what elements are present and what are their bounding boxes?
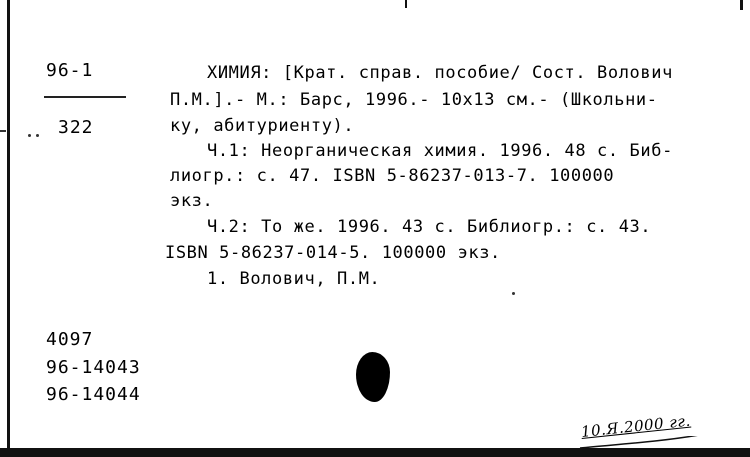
handwritten-date: 10.Я.2000 гг. (580, 411, 692, 441)
call-number-author-mark: 322 (58, 117, 94, 138)
ink-speck (36, 134, 39, 137)
entry-line: ISBN 5-86237-014-5. 100000 экз. (165, 243, 501, 263)
entry-line: лиогр.: с. 47. ISBN 5-86237-013-7. 100000 (170, 166, 615, 186)
card-left-border (7, 0, 10, 457)
card-top-right-mark (740, 0, 743, 10)
call-number-class: 96-1 (46, 60, 94, 81)
ink-speck (512, 292, 515, 295)
call-number-divider (44, 96, 126, 98)
subject-entry: 1. Волович, П.М. (207, 269, 381, 289)
ink-blot (356, 352, 390, 402)
accession-number: 96-14043 (46, 357, 141, 378)
entry-line: ХИМИЯ: [Крат. справ. пособие/ Сост. Волович (207, 63, 673, 83)
entry-line: ку, абитуриенту). (170, 116, 355, 136)
accession-number: 4097 (46, 329, 94, 350)
accession-number: 96-14044 (46, 384, 141, 405)
ink-speck (28, 134, 31, 137)
entry-line: экз. (170, 191, 214, 211)
card-top-mark (405, 0, 407, 8)
punch-mark (0, 130, 6, 132)
entry-line: Ч.2: То же. 1996. 43 с. Библиогр.: с. 43. (207, 217, 652, 237)
entry-line: Ч.1: Неорганическая химия. 1996. 48 с. Биб- (207, 141, 673, 161)
entry-line: П.М.].- М.: Барс, 1996.- 10х13 см.- (Школьни- (170, 90, 658, 110)
handwritten-underline (560, 436, 710, 456)
